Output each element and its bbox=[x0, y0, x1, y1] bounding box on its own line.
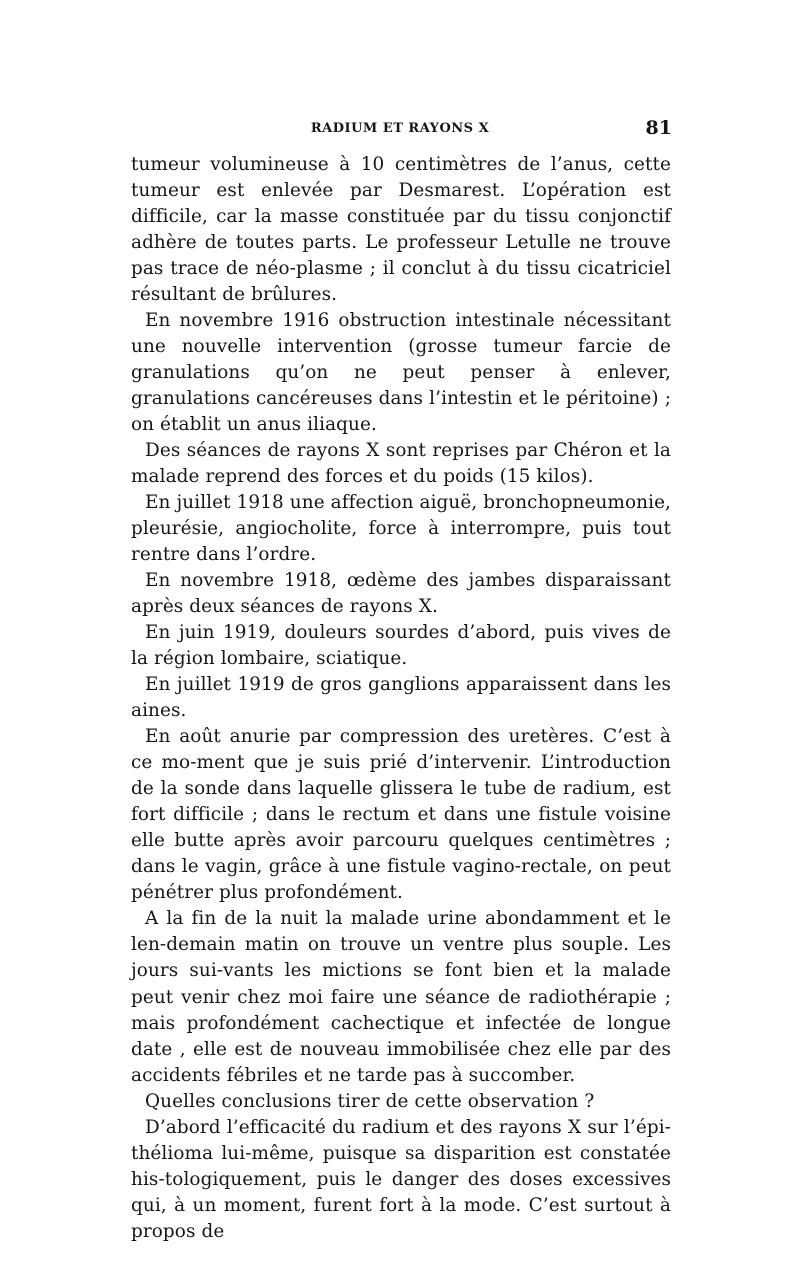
page-number: 81 bbox=[645, 117, 672, 139]
paragraph-continuation: tumeur volumineuse à 10 centimètres de l’anus, cette tumeur est enlevée par Desmarest. L’opération est difficile, car la masse constituée par du tissu conjonctif adhère de toutes parts. Le professeur Letulle ne trouve pas trace de néo-plasme ; il conclut à du tissu cicatriciel résultant de brûlures. bbox=[131, 154, 671, 306]
body-text bbox=[131, 152, 671, 1245]
paragraph-june-1919: En juin 1919, douleurs sourdes d’abord, puis vives de la région lombaire, sciatique. bbox=[131, 622, 671, 670]
paragraph-august-anuria: En août anurie par compression des uretères. C’est à ce mo-ment que je suis prié d’intervenir. L’introduction de la sonde dans laquelle glissera le tube de radium, est fort difficile ; dans le rectum et dans une fistule voisine elle butte après avoir parcouru quelques centimètres ; dans le vagin, grâce à une fistule vagino-rectale, on peut pénétrer plus profondément. bbox=[131, 726, 671, 904]
paragraph-july-1919: En juillet 1919 de gros ganglions apparaissent dans les aines. bbox=[131, 674, 671, 722]
paragraph-july-1918: En juillet 1918 une affection aiguë, bronchopneumonie, pleurésie, angiocholite, force à interrompre, puis tout rentre dans l’ordre. bbox=[131, 492, 671, 566]
paragraph-xray-sessions: Des séances de rayons X sont reprises par Chéron et la malade reprend des forces et du poids (15 kilos). bbox=[131, 440, 671, 488]
page-header bbox=[128, 117, 672, 141]
paragraph-november-1918: En novembre 1918, œdème des jambes disparaissant après deux séances de rayons X. bbox=[131, 570, 671, 618]
paragraph-conclusions-question: Quelles conclusions tirer de cette observation ? bbox=[145, 1090, 595, 1112]
paragraph-efficacy: D’abord l’efficacité du radium et des rayons X sur l’épi-thélioma lui-même, puisque sa disparition est constatée his-tologiquement, puis le danger des doses excessives qui, à un moment, furent fort à la mode. C’est surtout à propos de bbox=[131, 1116, 671, 1242]
paragraph-november-1916: En novembre 1916 obstruction intestinale nécessitant une nouvelle intervention (grosse tumeur farcie de granulations qu’on ne peut penser à enlever, granulations cancéreuses dans l’intestin et le péritoine) ; on établit un anus iliaque. bbox=[131, 310, 671, 436]
running-title: RADIUM ET RAYONS X bbox=[310, 121, 490, 136]
paragraph-end-of-night: A la fin de la nuit la malade urine abondamment et le len-demain matin on trouve un ventre plus souple. Les jours sui-vants les mictions se font bien et la malade peut venir chez moi faire une séance de radiothérapie ; mais profondément cachectique et infectée de longue date , elle est de nouveau immobilisée chez elle par des accidents fébriles et ne tarde pas à succomber. bbox=[131, 908, 671, 1086]
